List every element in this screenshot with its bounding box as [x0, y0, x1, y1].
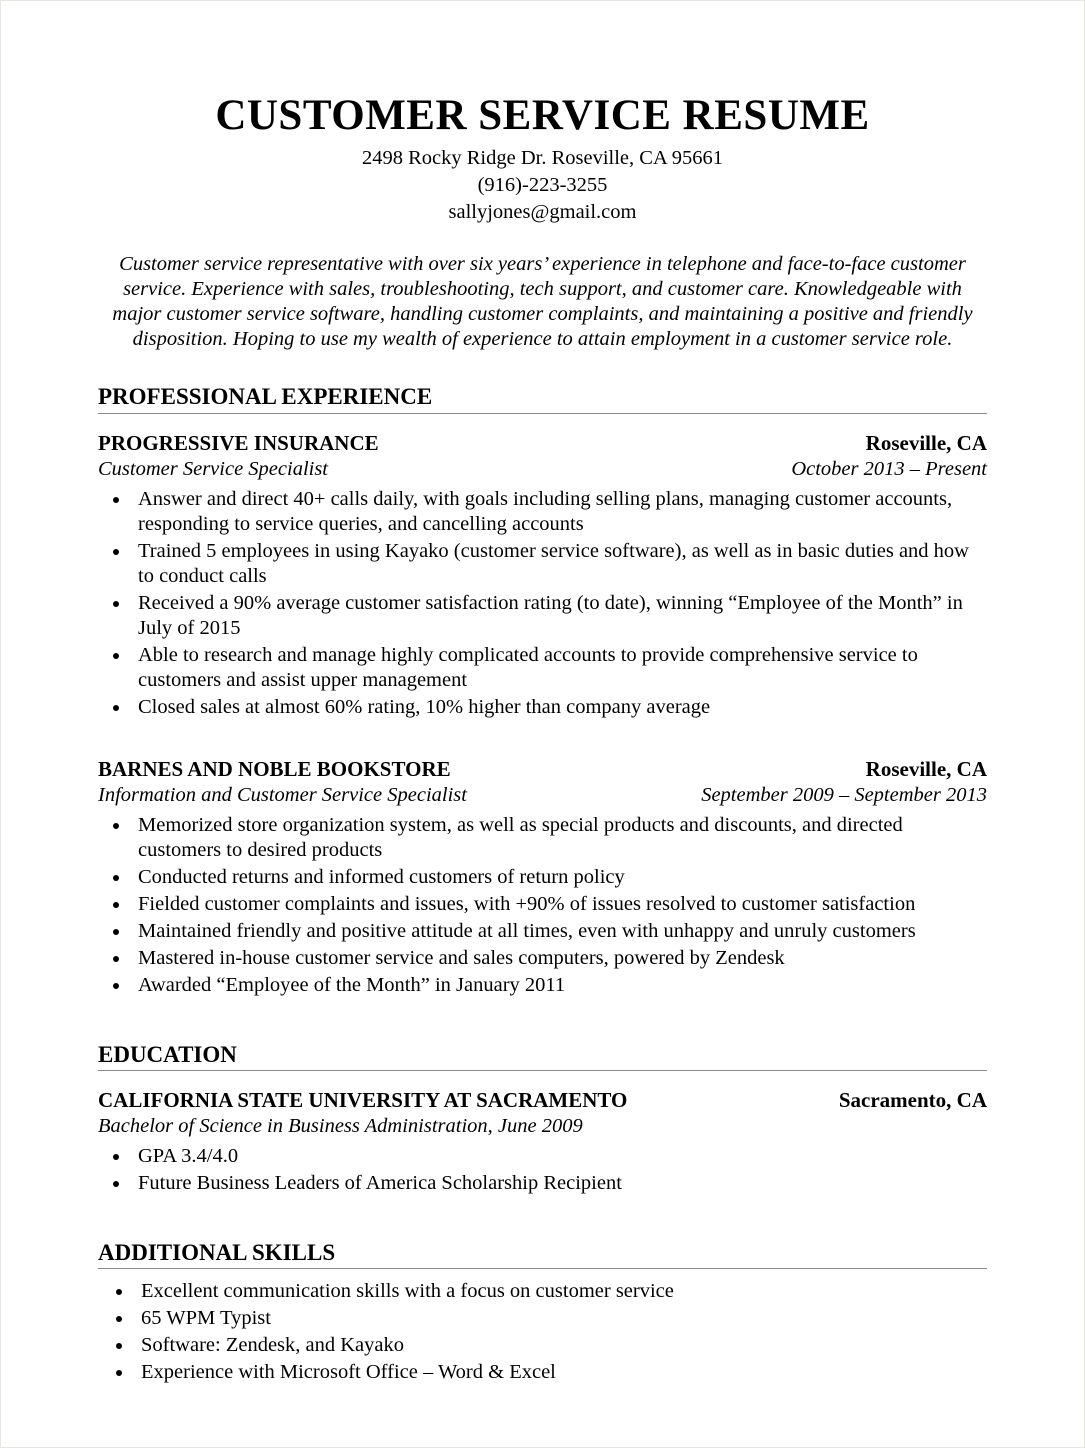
- school-name: CALIFORNIA STATE UNIVERSITY AT SACRAMENTO: [98, 1088, 628, 1113]
- section-heading-experience: PROFESSIONAL EXPERIENCE: [98, 384, 987, 413]
- section-education: [98, 1042, 987, 1196]
- bullet-item: • Experience with Microsoft Office – Word & Excel: [134, 1360, 987, 1385]
- page-title: CUSTOMER SERVICE RESUME: [215, 92, 870, 139]
- contact-address: 2498 Rocky Ridge Dr. Roseville, CA 95661: [361, 147, 724, 170]
- job-dates: September 2009 – September 2013: [701, 783, 987, 806]
- bullet-item: • Maintained friendly and positive attitude at all times, even with unhappy and unruly customers: [131, 919, 987, 944]
- bullet-item: • Received a 90% average customer satisfaction rating (to date), winning “Employee of the Month” in July of 2015: [131, 591, 987, 641]
- contact-email: sallyjones@gmail.com: [448, 201, 637, 224]
- bullet-item: • GPA 3.4/4.0: [131, 1144, 987, 1169]
- job-subheader-row: [98, 782, 987, 808]
- section-heading-education: EDUCATION: [98, 1042, 987, 1071]
- job-subheader-row: [98, 456, 987, 482]
- skills-bullet-list: [98, 1279, 987, 1385]
- job-dates: October 2013 – Present: [791, 457, 987, 480]
- contact-phone: (916)-223-3255: [477, 174, 608, 197]
- bullet-item: • Software: Zendesk, and Kayako: [134, 1333, 987, 1358]
- section-skills: [98, 1240, 987, 1385]
- bullet-item: • Memorized store organization system, as well as special products and discounts, and directed customers to desired products: [131, 813, 987, 863]
- company-name: PROGRESSIVE INSURANCE: [98, 430, 379, 455]
- bullet-item: • Excellent communication skills with a focus on customer service: [134, 1279, 987, 1304]
- degree: Bachelor of Science in Business Administration, June 2009: [98, 1115, 583, 1138]
- job-entry: [98, 430, 987, 720]
- bullet-item: • 65 WPM Typist: [134, 1306, 987, 1331]
- company-location: Roseville, CA: [865, 430, 987, 455]
- school-location: Sacramento, CA: [838, 1088, 987, 1113]
- summary-text: Customer service representative with over six years’ experience in telephone and face-to-face customer service. Experience with sales, troubleshooting, tech support, and customer care. Knowledgeable with major customer service software, handling customer complaints, and maintaining a positive and friendly disposition. Hoping to use my wealth of experience to attain employment in a customer service role.: [112, 253, 973, 351]
- bullet-item: • Fielded customer complaints and issues, with +90% of issues resolved to customer satisfaction: [131, 892, 987, 917]
- school-subheader-row: [98, 1113, 987, 1139]
- bullet-item: • Trained 5 employees in using Kayako (customer service software), as well as in basic duties and how to conduct calls: [131, 539, 987, 589]
- job-bullet-list: [98, 487, 987, 720]
- job-header-row: [98, 430, 987, 456]
- bullet-item: • Conducted returns and informed customers of return policy: [131, 865, 987, 890]
- school-bullet-list: [98, 1144, 987, 1196]
- bullet-item: • Closed sales at almost 60% rating, 10% higher than company average: [131, 695, 987, 720]
- company-name: BARNES AND NOBLE BOOKSTORE: [98, 756, 451, 781]
- job-header-row: [98, 756, 987, 782]
- school-entry: [98, 1087, 987, 1196]
- job-entry: [98, 756, 987, 998]
- bullet-item: • Answer and direct 40+ calls daily, with goals including selling plans, managing customer accounts, responding to service queries, and cancelling accounts: [131, 487, 987, 537]
- company-location: Roseville, CA: [865, 756, 987, 781]
- section-experience: [98, 384, 987, 997]
- bullet-item: • Able to research and manage highly complicated accounts to provide comprehensive service to customers and assist upper management: [131, 643, 987, 693]
- bullet-item: • Mastered in-house customer service and sales computers, powered by Zendesk: [131, 946, 987, 971]
- bullet-item: • Future Business Leaders of America Scholarship Recipient: [131, 1171, 987, 1196]
- job-title: Customer Service Specialist: [98, 457, 329, 480]
- resume-header: [98, 93, 987, 225]
- bullet-item: • Awarded “Employee of the Month” in January 2011: [131, 973, 987, 998]
- section-heading-skills: ADDITIONAL SKILLS: [98, 1240, 987, 1269]
- school-header-row: [98, 1087, 987, 1113]
- job-bullet-list: [98, 813, 987, 998]
- job-title: Information and Customer Service Specialist: [98, 783, 467, 806]
